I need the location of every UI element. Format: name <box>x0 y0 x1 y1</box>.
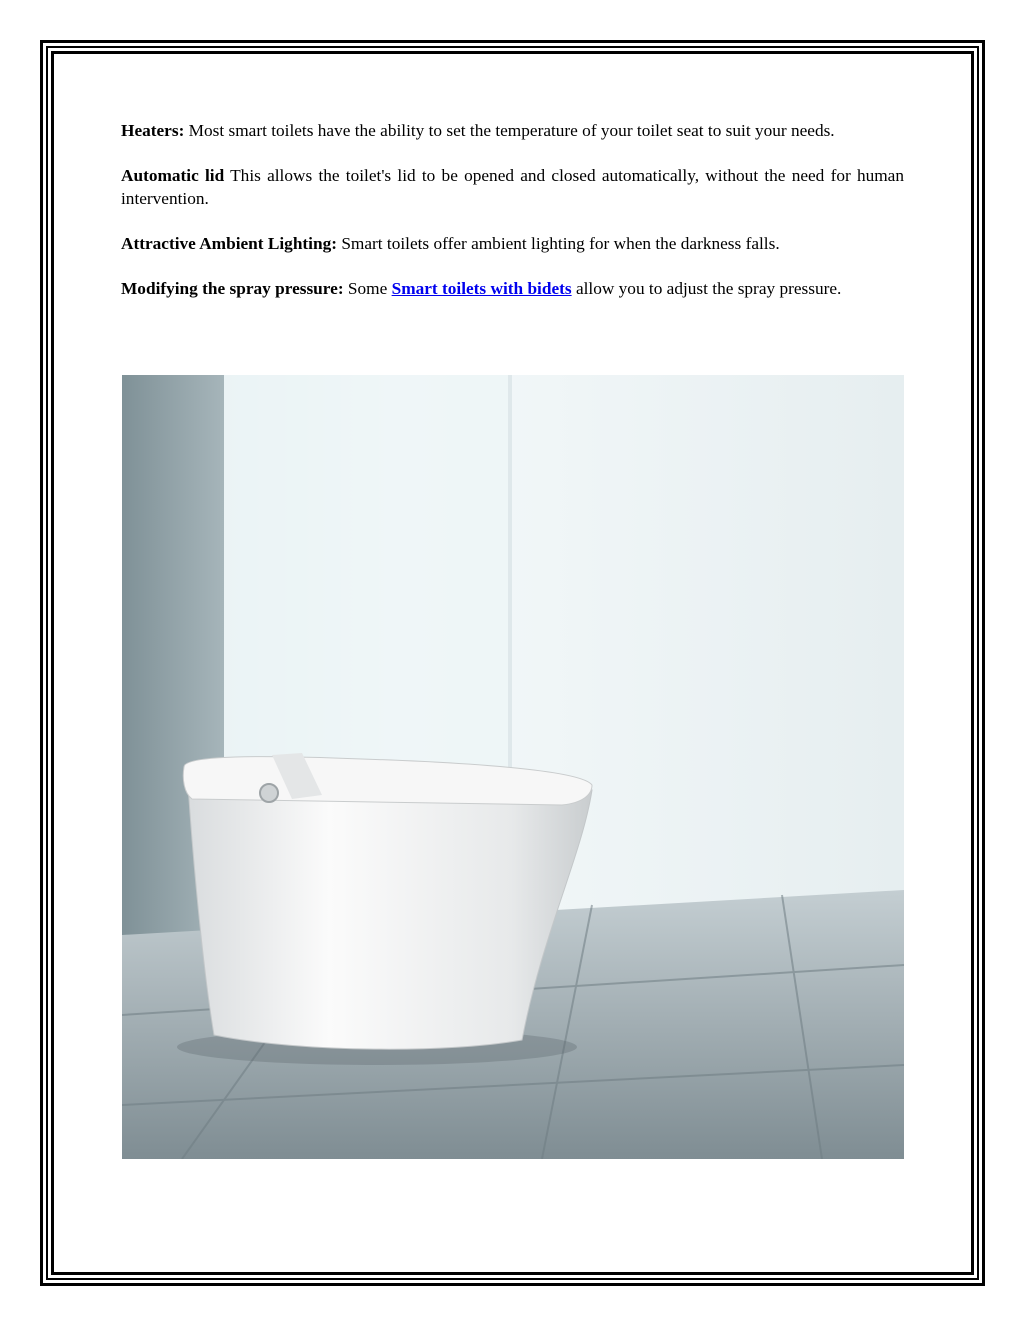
text-automatic-lid: This allows the toilet's lid to be opened and closed automatically, without the need for human intervention. <box>121 166 904 208</box>
document-body <box>121 119 904 322</box>
paragraph-ambient-lighting <box>121 232 904 255</box>
text-heaters: Most smart toilets have the ability to set the temperature of your toilet seat to suit your needs. <box>184 121 835 140</box>
paragraph-heaters <box>121 119 904 142</box>
smart-toilets-link[interactable]: Smart toilets with bidets <box>391 279 572 298</box>
toilet-photo-illustration <box>122 375 904 1159</box>
text-spray-pressure-after: allow you to adjust the spray pressure. <box>571 279 842 298</box>
text-ambient-lighting: Smart toilets offer ambient lighting for when the darkness falls. <box>337 234 780 253</box>
heading-heaters: Heaters: <box>121 121 185 140</box>
toilet-photo <box>122 375 904 1159</box>
paragraph-automatic-lid <box>121 164 904 210</box>
heading-spray-pressure: Modifying the spray pressure: <box>121 279 344 298</box>
heading-automatic-lid: Automatic lid <box>121 166 225 185</box>
paragraph-spray-pressure <box>121 277 904 300</box>
text-spray-pressure-before: Some <box>343 279 392 298</box>
heading-ambient-lighting: Attractive Ambient Lighting: <box>121 234 337 253</box>
